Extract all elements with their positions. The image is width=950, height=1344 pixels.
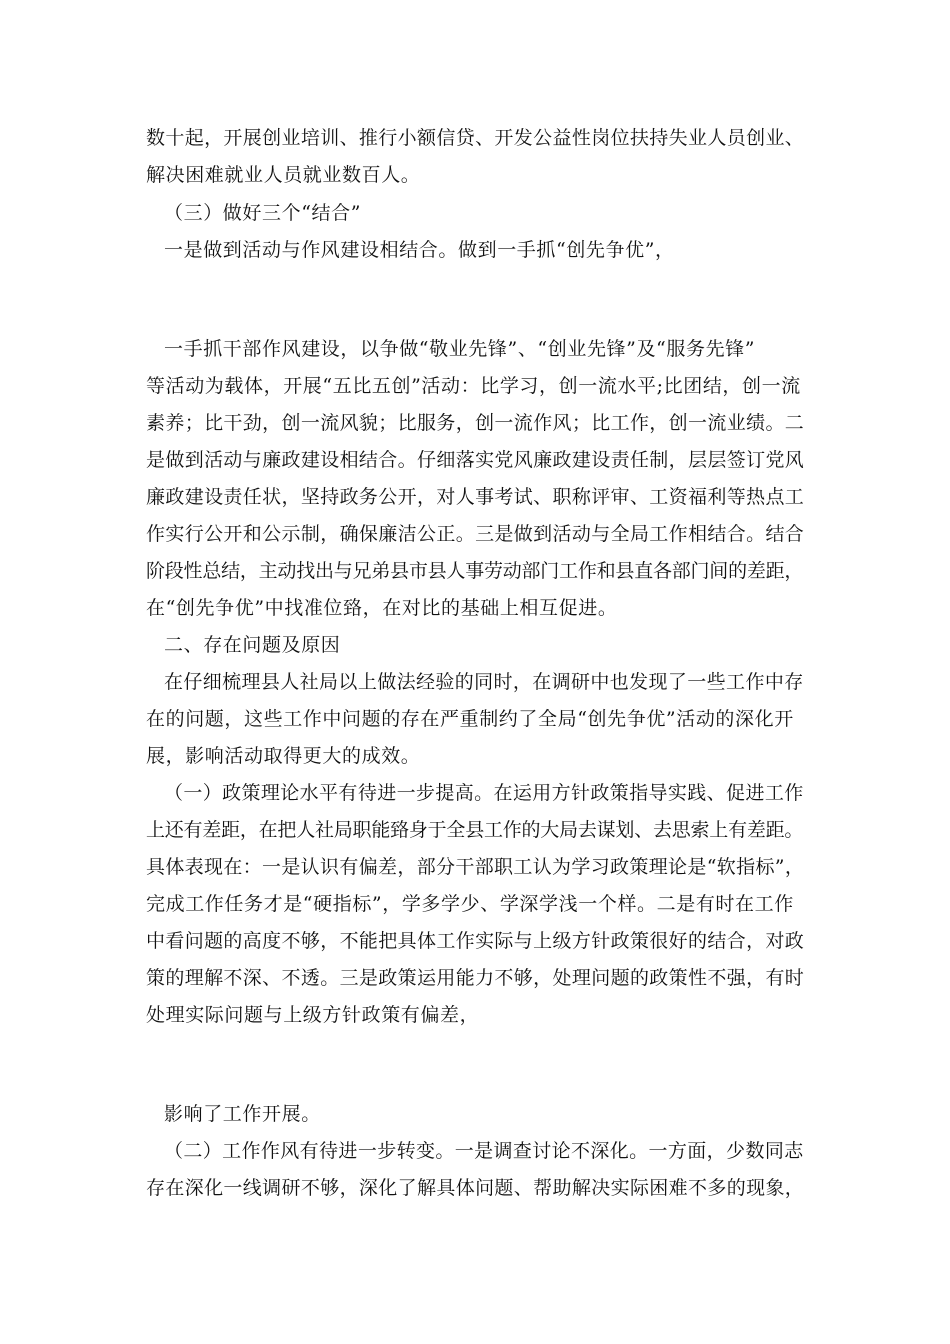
paragraph-line: 解决困难就业人员就业数百人。 (146, 164, 421, 186)
paragraph-line: 策的理解不深、不透。三是政策运用能力不够，处理问题的政策性不强，有时 (146, 967, 805, 989)
paragraph-line: 中看问题的高度不够，不能把具体工作实际与上级方针政策很好的结合，对政 (146, 930, 805, 952)
paragraph-line: 一手抓干部作风建设，以争做“敬业先锋”、“创业先锋”及“服务先锋” (164, 338, 756, 360)
paragraph-line: 一是做到活动与作风建设相结合。做到一手抓“创先争优”， (164, 239, 675, 261)
paragraph-line: 完成工作任务才是“硬指标”，学多学少、学深学浅一个样。二是有时在工作 (146, 893, 794, 915)
paragraph-line: 具体表现在：一是认识有偏差，部分干部职工认为学习政策理论是“软指标”， (146, 856, 805, 878)
paragraph-line: 廉政建设责任状，坚持政务公开，对人事考试、职称评审、工资福利等热点工 (146, 486, 805, 508)
paragraph-line: 存在深化一线调研不够，深化了解具体问题、帮助解决实际困难不多的现象， (146, 1177, 805, 1199)
paragraph-line: 等活动为载体，开展“五比五创”活动：比学习，创一流水平;比团结，创一流 (146, 375, 801, 397)
paragraph-line: 阶段性总结，主动找出与兄弟县市县人事劳动部门工作和县直各部门间的差距， (146, 560, 804, 582)
paragraph-line: 展，影响活动取得更大的成效。 (146, 745, 421, 767)
section-heading: （三）做好三个“结合” (164, 202, 362, 224)
paragraph-line: 在仔细梳理县人社局以上做法经验的同时，在调研中也发现了一些工作中存 (164, 671, 804, 693)
paragraph-line: 在的问题，这些工作中问题的存在严重制约了全局“创先争优”活动的深化开 (146, 708, 794, 730)
paragraph-line: 素养；比干劲，创一流风貌；比服务，创一流作风；比工作，创一流业绩。二 (146, 412, 805, 434)
section-heading: 二、存在问题及原因 (164, 634, 341, 656)
paragraph-line: 处理实际问题与上级方针政策有偏差， (146, 1004, 480, 1026)
paragraph-line: 在“创先争优”中找准位臵，在对比的基础上相互促进。 (146, 597, 618, 619)
paragraph-line: （二）工作作风有待进一步转变。一是调查讨论不深化。一方面，少数同志 (164, 1140, 804, 1162)
paragraph-line: 是做到活动与廉政建设相结合。仔细落实党风廉政建设责任制，层层签订党风 (146, 449, 805, 471)
paragraph-line: 数十起，开展创业培训、推行小额信贷、开发公益性岗位扶持失业人员创业、 (146, 127, 805, 149)
paragraph-line: 作实行公开和公示制，确保廉洁公正。三是做到活动与全局工作相结合。结合 (146, 523, 805, 545)
paragraph-line: 影响了工作开展。 (164, 1103, 321, 1125)
paragraph-line: 上还有差距，在把人社局职能臵身于全县工作的大局去谋划、去思索上有差距。 (146, 819, 804, 841)
paragraph-line: （一）政策理论水平有待进一步提高。在运用方针政策指导实践、促进工作 (164, 782, 804, 804)
